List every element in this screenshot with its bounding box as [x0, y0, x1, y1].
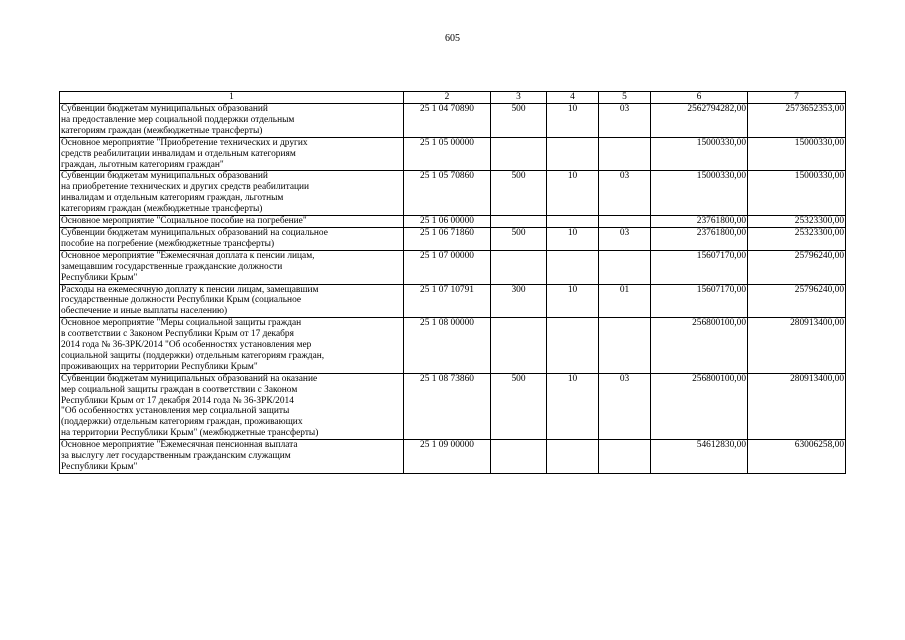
- row-name-line: Республики Крым": [61, 462, 138, 472]
- row-name: [60, 440, 404, 474]
- row-name-line: на приобретение технических и других средств реабилитации: [61, 182, 310, 193]
- subsection-code: [599, 318, 651, 374]
- table-row: [60, 318, 846, 374]
- row-name-line: обеспечение и иные выплаты населению): [61, 306, 228, 317]
- section-code: 10: [547, 373, 599, 439]
- target-article-code: 25 1 05 70860: [404, 171, 491, 216]
- row-name-line: "Об особенностях установления мер социальной защиты: [61, 406, 290, 417]
- amount-year-2: 280913400,00: [748, 318, 846, 374]
- amount-year-1: 256800100,00: [651, 318, 748, 374]
- subsection-code: 03: [599, 373, 651, 439]
- table-row: [60, 227, 846, 250]
- expense-type-code: [491, 318, 547, 374]
- target-article-code: 25 1 04 70890: [404, 104, 491, 138]
- section-code: [547, 250, 599, 284]
- row-name-line: социальной защиты (поддержки) отдельным категориям граждан,: [61, 350, 325, 361]
- row-name-line: Субвенции бюджетам муниципальных образований на оказание: [61, 373, 318, 384]
- amount-year-2: 15000330,00: [748, 171, 846, 216]
- expense-type-code: 500: [491, 227, 547, 250]
- expense-type-code: 300: [491, 284, 547, 318]
- section-code: 10: [547, 171, 599, 216]
- row-name-line: мер социальной защиты граждан в соответствии с Законом: [61, 384, 298, 395]
- expense-type-code: [491, 250, 547, 284]
- subsection-code: 03: [599, 171, 651, 216]
- row-name: [60, 227, 404, 250]
- section-code: [547, 318, 599, 374]
- amount-year-2: 25796240,00: [748, 284, 846, 318]
- expense-type-code: 500: [491, 373, 547, 439]
- target-article-code: 25 1 05 00000: [404, 137, 491, 171]
- row-name-line: за выслугу лет государственным гражданским служащим: [61, 451, 291, 462]
- header-col-5: 5: [599, 92, 651, 104]
- amount-year-2: 2573652353,00: [748, 104, 846, 138]
- row-name: [60, 171, 404, 216]
- amount-year-1: 2562794282,00: [651, 104, 748, 138]
- budget-table: [59, 91, 846, 474]
- row-name-line: (поддержки) отдельным категориям граждан, проживающих: [61, 417, 303, 428]
- target-article-code: 25 1 08 73860: [404, 373, 491, 439]
- amount-year-1: 54612830,00: [651, 440, 748, 474]
- row-name-line: Основное мероприятие "Приобретение технических и других: [61, 137, 308, 148]
- row-name-line: категориям граждан (межбюджетные трансферты): [61, 125, 263, 136]
- subsection-code: [599, 216, 651, 228]
- section-code: [547, 216, 599, 228]
- expense-type-code: 500: [491, 171, 547, 216]
- target-article-code: 25 1 08 00000: [404, 318, 491, 374]
- row-name-line: средств реабилитации инвалидам и отдельным категориям: [61, 148, 296, 159]
- row-name-line: пособие на погребение (межбюджетные трансферты): [61, 238, 275, 249]
- target-article-code: 25 1 07 10791: [404, 284, 491, 318]
- expense-type-code: [491, 216, 547, 228]
- table-row: [60, 373, 846, 439]
- amount-year-2: 25323300,00: [748, 216, 846, 228]
- table-row: [60, 284, 846, 318]
- expense-type-code: 500: [491, 104, 547, 138]
- row-name: [60, 284, 404, 318]
- table-row: [60, 216, 846, 228]
- amount-year-2: 25323300,00: [748, 227, 846, 250]
- row-name-line: граждан, льготным категориям граждан": [61, 159, 224, 170]
- section-code: 10: [547, 104, 599, 138]
- row-name-line: Основное мероприятие "Социальное пособие на погребение": [61, 216, 307, 227]
- target-article-code: 25 1 06 00000: [404, 216, 491, 228]
- amount-year-1: 15000330,00: [651, 171, 748, 216]
- row-name: [60, 250, 404, 284]
- row-name: [60, 318, 404, 374]
- subsection-code: [599, 440, 651, 474]
- row-name-line: 2014 года № 36-ЗРК/2014 "Об особенностях установления мер: [61, 340, 312, 351]
- row-name-line: Субвенции бюджетам муниципальных образований: [61, 104, 268, 114]
- header-row: [60, 92, 846, 104]
- table-row: [60, 104, 846, 138]
- page-number: 605: [445, 33, 460, 44]
- row-name-line: Основное мероприятие "Ежемесячная доплата к пенсии лицам,: [61, 250, 315, 261]
- section-code: [547, 137, 599, 171]
- row-name-line: Основное мероприятие "Меры социальной защиты граждан: [61, 318, 302, 329]
- amount-year-2: 280913400,00: [748, 373, 846, 439]
- row-name-line: Республики Крым": [61, 272, 138, 283]
- table-row: [60, 137, 846, 171]
- row-name-line: на территории Республики Крым" (межбюджетные трансферты): [61, 428, 319, 439]
- expense-type-code: [491, 137, 547, 171]
- row-name: [60, 216, 404, 228]
- amount-year-2: 63006258,00: [748, 440, 846, 474]
- header-col-2: 2: [404, 92, 491, 104]
- row-name: [60, 104, 404, 138]
- row-name-line: замещавшим государственные гражданские должности: [61, 261, 283, 272]
- section-code: 10: [547, 227, 599, 250]
- amount-year-1: 15607170,00: [651, 250, 748, 284]
- subsection-code: 03: [599, 104, 651, 138]
- row-name-line: Субвенции бюджетам муниципальных образований на социальное: [61, 227, 328, 238]
- header-col-1: 1: [60, 92, 404, 104]
- row-name-line: категориям граждан (межбюджетные трансферты): [61, 204, 263, 215]
- subsection-code: 03: [599, 227, 651, 250]
- row-name: [60, 137, 404, 171]
- amount-year-2: 25796240,00: [748, 250, 846, 284]
- amount-year-1: 15607170,00: [651, 284, 748, 318]
- subsection-code: [599, 137, 651, 171]
- subsection-code: 01: [599, 284, 651, 318]
- row-name-line: государственные должности Республики Крым (социальное: [61, 295, 302, 306]
- amount-year-1: 15000330,00: [651, 137, 748, 171]
- header-col-6: 6: [651, 92, 748, 104]
- table-row: [60, 250, 846, 284]
- amount-year-1: 23761800,00: [651, 216, 748, 228]
- subsection-code: [599, 250, 651, 284]
- amount-year-1: 256800100,00: [651, 373, 748, 439]
- header-col-4: 4: [547, 92, 599, 104]
- row-name-line: на предоставление мер социальной поддержки отдельным: [61, 114, 295, 125]
- row-name-line: Основное мероприятие "Ежемесячная пенсионная выплата: [61, 440, 298, 451]
- expense-type-code: [491, 440, 547, 474]
- target-article-code: 25 1 06 71860: [404, 227, 491, 250]
- amount-year-2: 15000330,00: [748, 137, 846, 171]
- row-name-line: в соответствии с Законом Республики Крым от 17 декабря: [61, 329, 294, 340]
- target-article-code: 25 1 09 00000: [404, 440, 491, 474]
- target-article-code: 25 1 07 00000: [404, 250, 491, 284]
- section-code: 10: [547, 284, 599, 318]
- row-name-line: проживающих на территории Республики Крым": [61, 361, 258, 372]
- section-code: [547, 440, 599, 474]
- row-name-line: Субвенции бюджетам муниципальных образований: [61, 171, 268, 182]
- table-row: [60, 171, 846, 216]
- row-name: [60, 373, 404, 439]
- row-name-line: Республики Крым от 17 декабря 2014 года № 36-ЗРК/2014: [61, 395, 294, 406]
- row-name-line: инвалидам и отдельным категориям граждан, льготным: [61, 193, 284, 204]
- header-col-3: 3: [491, 92, 547, 104]
- header-col-7: 7: [748, 92, 846, 104]
- table-row: [60, 440, 846, 474]
- row-name-line: Расходы на ежемесячную доплату к пенсии лицам, замещавшим: [61, 284, 319, 295]
- amount-year-1: 23761800,00: [651, 227, 748, 250]
